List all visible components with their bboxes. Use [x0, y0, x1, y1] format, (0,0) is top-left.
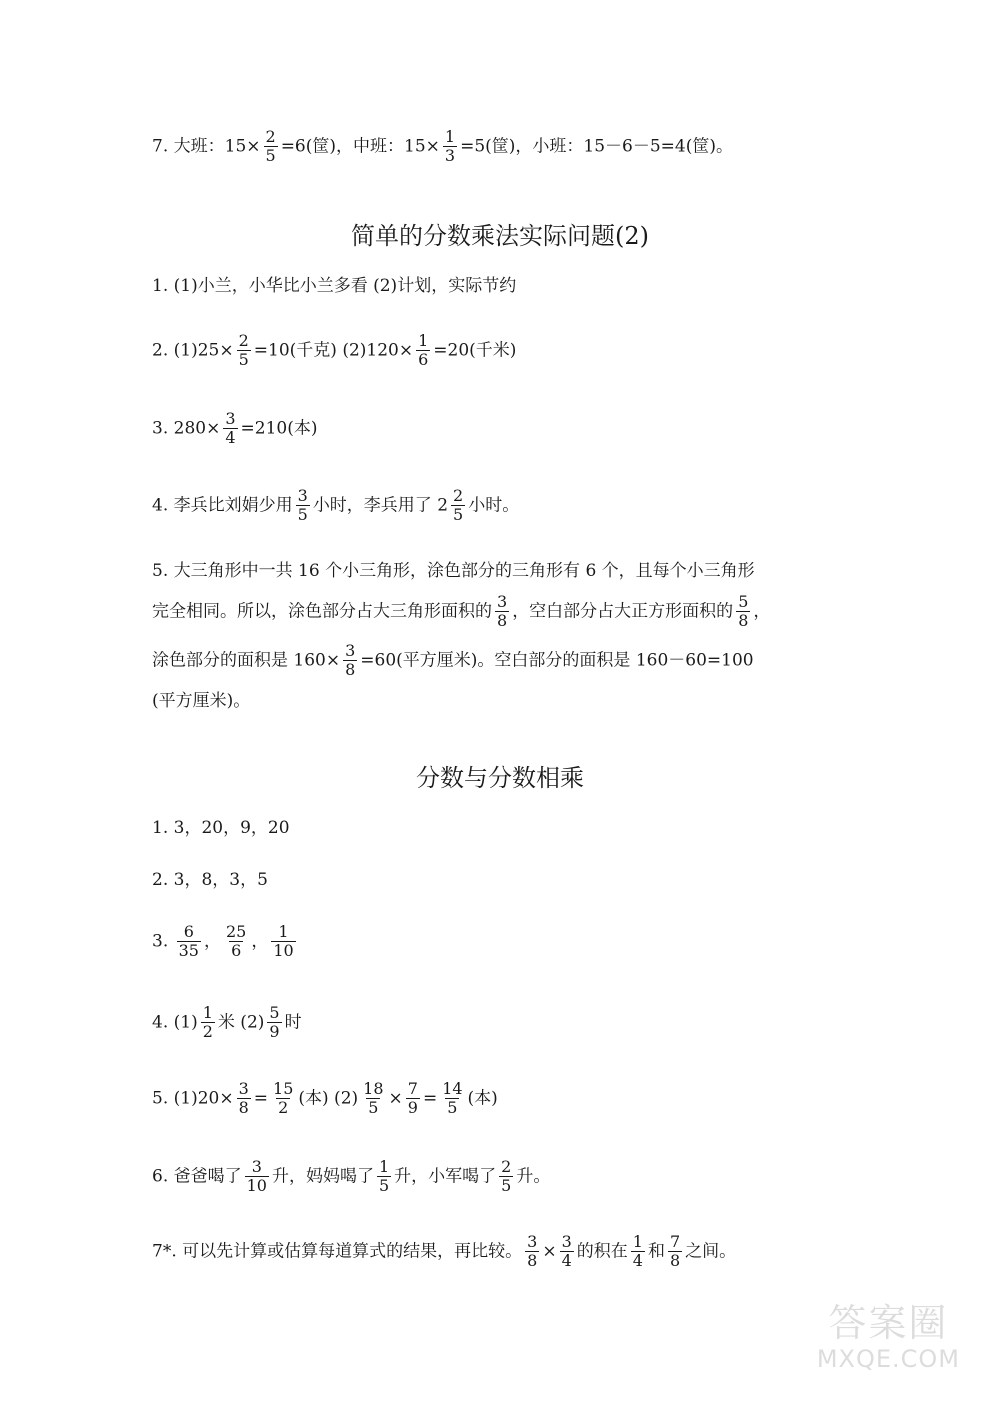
fraction: $\frac{2}{5}$ — [238, 331, 249, 370]
s2-answer-4: 4. (1) $\frac{1}{2}$ 米 (2) $\frac{5}{9}$ 时 — [152, 1003, 302, 1042]
fraction: $\frac{3}{5}$ — [297, 486, 308, 525]
s2-answer-3: 3. $\frac{6}{35}$ ， $\frac{25}{6}$ ， $\frac{1}{10}$ — [152, 922, 294, 961]
fraction: $\frac{2}{5}$ — [453, 486, 464, 525]
fraction: $\frac{3}{8}$ — [497, 592, 508, 631]
fraction: $\frac{3}{4}$ — [225, 409, 236, 448]
fraction: $\frac{18}{5}$ — [363, 1079, 384, 1118]
fraction: $\frac{7}{9}$ — [407, 1079, 418, 1118]
s1-answer-1: 1. (1)小兰，小华比小兰多看 (2)计划，实际节约 — [152, 276, 517, 296]
watermark — [817, 1303, 960, 1373]
fraction: $\frac{14}{5}$ — [442, 1079, 463, 1118]
s1-answer-4: 4. 李兵比刘娟少用 $\frac{3}{5}$ 小时，李兵用了 2 $\frac{2}{5}$ 小时。 — [152, 486, 520, 525]
s1-answer-5-line-2: 完全相同。所以，涂色部分占大三角形面积的 $\frac{3}{8}$ ，空白部分占大正方形面积的 $\frac{5}{8}$ ， — [152, 592, 771, 631]
s1-answer-5-line-1: 5. 大三角形中一共 16 个小三角形，涂色部分的三角形有 6 个，且每个小三角形 — [152, 561, 755, 581]
fraction: $\frac{1}{6}$ — [418, 331, 429, 370]
s1-answer-2: 2. (1)25× $\frac{2}{5}$ =10(千克) (2)120× $\frac{1}{6}$ =20(千米) — [152, 331, 517, 370]
s2-answer-1: 1. 3，20，9，20 — [152, 818, 290, 838]
s2-answer-7: 7*. 可以先计算或估算每道算式的结果，再比较。 $\frac{3}{8}$ × $\frac{3}{4}$ 的积在 $\frac{1}{4}$ 和 $\frac{7}{8}$ 之间。 — [152, 1232, 737, 1271]
fraction: $\frac{1}{4}$ — [632, 1232, 643, 1271]
s1-answer-3: 3. 280× $\frac{3}{4}$ =210(本) — [152, 409, 318, 448]
s2-answer-6: 6. 爸爸喝了 $\frac{3}{10}$ 升，妈妈喝了 $\frac{1}{5}$ 升，小军喝了 $\frac{2}{5}$ 升。 — [152, 1157, 551, 1196]
fraction: $\frac{3}{8}$ — [238, 1079, 249, 1118]
answer-line-top-7: 7. 大班：15× $\frac{2}{5}$ =6(筐)，中班：15× $\frac{1}{3}$ =5(筐)，小班：15－6－5=4(筐)。 — [152, 127, 733, 166]
watermark-logo-text: 答案圈 — [828, 1301, 949, 1346]
section-title-2: 分数与分数相乘 — [416, 764, 584, 792]
s2-answer-5: 5. (1)20× $\frac{3}{8}$ = $\frac{15}{2}$ (本) (2) $\frac{18}{5}$ × $\frac{7}{9}$ = $\frac{14}{5}$ (本) — [152, 1079, 498, 1118]
fraction: $\frac{7}{8}$ — [669, 1232, 681, 1271]
fraction: $\frac{1}{10}$ — [273, 922, 294, 961]
fraction: $\frac{1}{3}$ — [444, 127, 456, 166]
fraction: $\frac{3}{8}$ — [345, 641, 356, 680]
fraction: $\frac{25}{6}$ — [225, 922, 247, 961]
fraction: $\frac{2}{5}$ — [265, 127, 276, 166]
fraction: $\frac{3}{8}$ — [527, 1232, 538, 1271]
fraction: $\frac{6}{35}$ — [178, 922, 199, 961]
fraction: $\frac{2}{5}$ — [501, 1157, 512, 1196]
fraction: $\frac{5}{9}$ — [269, 1003, 280, 1042]
s1-answer-5-line-3: 涂色部分的面积是 160× $\frac{3}{8}$ =60(平方厘米)。空白部分的面积是 160－60=100 — [152, 641, 754, 680]
fraction: $\frac{1}{2}$ — [202, 1003, 213, 1042]
s1-answer-5-line-4: (平方厘米)。 — [152, 691, 251, 711]
watermark-url: MXQE.COM — [816, 1345, 960, 1373]
s2-answer-2: 2. 3，8，3，5 — [152, 870, 268, 890]
fraction: $\frac{3}{4}$ — [561, 1232, 572, 1271]
fraction: $\frac{15}{2}$ — [273, 1079, 294, 1118]
fraction: $\frac{5}{8}$ — [738, 592, 749, 631]
fraction: $\frac{3}{10}$ — [246, 1157, 267, 1196]
section-title-1: 简单的分数乘法实际问题(2) — [351, 222, 649, 250]
fraction: $\frac{1}{5}$ — [378, 1157, 390, 1196]
